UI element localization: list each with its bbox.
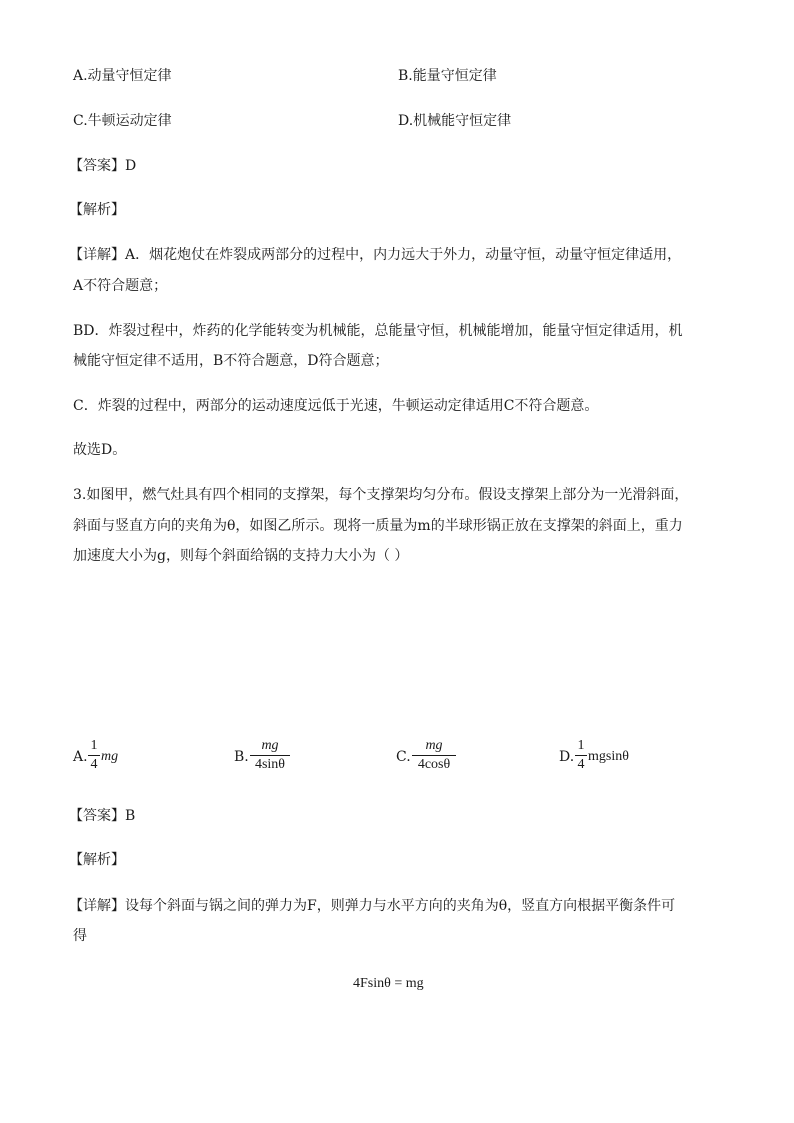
option-b: B.能量守恒定律 (398, 68, 497, 84)
q3-stem-line: 斜面与竖直方向的夹角为θ，如图乙所示。现将一质量为m的半球形锅正放在支撑架的斜面上，重力 (73, 518, 683, 534)
option-c: C.牛顿运动定律 (73, 113, 172, 129)
option-label: B. (234, 749, 249, 765)
q2-detail-line: BD．炸裂过程中，炸药的化学能转变为机械能，总能量守恒，机械能增加，能量守恒定律适用，机 (73, 323, 683, 339)
numerator: mg (425, 738, 443, 753)
q2-detail-line: C．炸裂的过程中，两部分的运动速度远低于光速，牛顿运动定律适用C不符合题意。 (73, 398, 599, 414)
q3-stem-line: 3.如图甲，燃气灶具有四个相同的支撑架，每个支撑架均匀分布。假设支撑架上部分为一光滑斜面， (73, 487, 689, 503)
q2-detail-line: 械能守恒定律不适用，B不符合题意，D符合题意； (73, 353, 389, 369)
denominator: 4cosθ (417, 757, 451, 772)
expression: mg (101, 749, 119, 764)
expression: mgsinθ (588, 749, 629, 764)
q2-detail-line: A不符合题意； (73, 278, 168, 294)
q2-answer: 【答案】D (69, 158, 137, 174)
option-d: D.机械能守恒定律 (398, 113, 512, 129)
option-label: A. (73, 749, 88, 765)
equation: 4Fsinθ = mg (353, 976, 424, 991)
q3-analysis-heading: 【解析】 (69, 852, 125, 868)
denominator: 4sinθ (254, 757, 286, 772)
fraction (575, 738, 587, 773)
fraction (412, 738, 456, 773)
option-a: A.动量守恒定律 (73, 68, 172, 84)
q2-analysis-heading: 【解析】 (69, 202, 125, 218)
denominator: 4 (577, 757, 585, 772)
option-label: C. (396, 749, 411, 765)
denominator: 4 (90, 757, 98, 772)
q3-detail-line: 【详解】设每个斜面与锅之间的弹力为F，则弹力与水平方向的夹角为θ，竖直方向根据平衡条件可 (69, 898, 676, 914)
q3-stem-line: 加速度大小为g，则每个斜面给锅的支持力大小为（ ） (73, 548, 409, 564)
q3-detail-line: 得 (73, 928, 87, 944)
q3-answer: 【答案】B (69, 808, 136, 824)
numerator: 1 (90, 738, 98, 753)
numerator: 1 (577, 738, 585, 753)
option-label: D. (559, 749, 575, 765)
q2-conclusion: 故选D。 (73, 442, 127, 458)
fraction (88, 738, 100, 773)
fraction (250, 738, 290, 773)
numerator: mg (261, 738, 279, 753)
q2-detail-line: 【详解】A．烟花炮仗在炸裂成两部分的过程中，内力远大于外力，动量守恒，动量守恒定律适用， (69, 247, 682, 263)
